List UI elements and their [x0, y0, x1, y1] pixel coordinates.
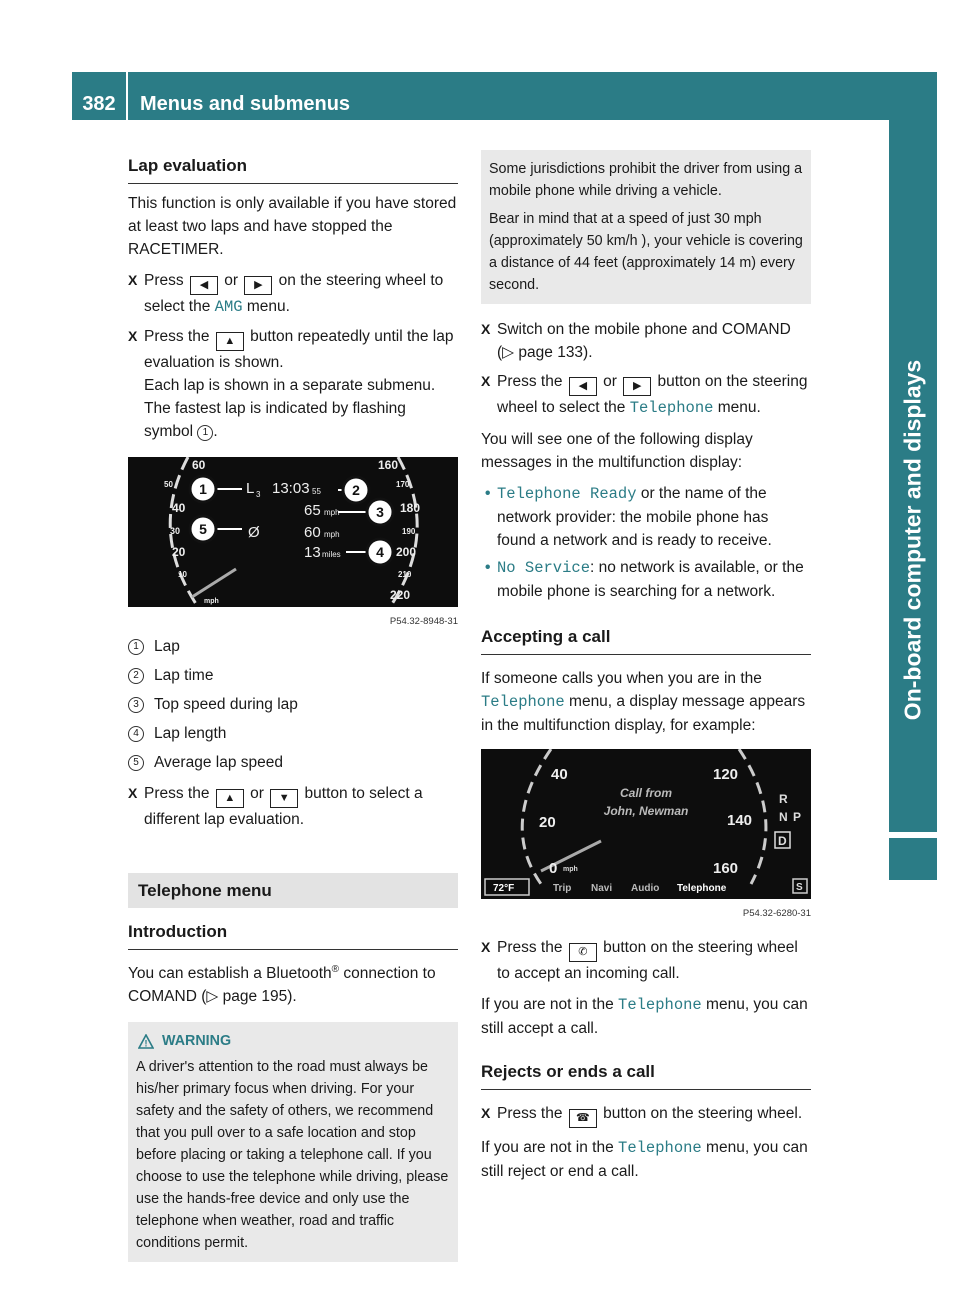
bullet-telephone-ready: • Telephone Ready or the name of the network provider: the mobile phone has found a network and is ready to receive.	[481, 482, 811, 552]
step-reject-call: X Press the ☎ button on the steering wheel.	[481, 1102, 811, 1128]
s-icon: S	[796, 882, 803, 893]
gauge-left-0: 0	[549, 860, 558, 877]
call-display-figure	[481, 749, 811, 920]
gear-d: D	[778, 834, 787, 848]
note-speed: Bear in mind that at a speed of just 30 mph (approximately 50 km/h ), your vehicle is covering a distance of 44 feet (approximately 14 m) every second.	[489, 211, 803, 293]
gauge-left-20: 20	[172, 545, 186, 559]
page-title: Menus and submenus	[140, 93, 351, 115]
accepting-paragraph: If someone calls you when you are in the Telephone menu, a display message appears in the multifunction display, for example:	[481, 670, 806, 734]
gauge-left-40: 40	[551, 766, 568, 783]
call-display-image	[481, 749, 811, 899]
top-speed-unit: mph	[324, 508, 340, 517]
step-select-amg: X Press ◀ or ▶ on the steering wheel to select the AMG menu.	[128, 269, 458, 319]
right-arrow-key-icon: ▶	[623, 377, 651, 396]
legend-item: 3 Top speed during lap	[128, 692, 458, 718]
lap-intro: This function is only available if you have stored at least two laps and have stopped the RACETIMER.	[128, 195, 457, 258]
step-lap-eval: X Press the ▲ button repeatedly until the lap evaluation is shown. Each lap is shown in a separate submenu. The fastest lap is indicated by flashing symbol 1 .	[128, 325, 458, 443]
phone-end-icon: ☎	[569, 1109, 597, 1128]
lap-hundredths: 55	[312, 487, 321, 496]
figure-caption: P54.32-6280-31	[742, 908, 811, 919]
gauge-unit: mph	[563, 866, 578, 873]
telephone-menu-ref: Telephone	[629, 399, 714, 417]
warning-title: WARNING	[162, 1033, 232, 1050]
amg-menu-ref: AMG	[214, 298, 243, 316]
gear-r: R	[779, 792, 788, 806]
up-arrow-key-icon: ▲	[216, 789, 244, 808]
temp-readout: 72°F	[493, 883, 515, 894]
gauge-right-220: 220	[390, 588, 411, 602]
side-tab-marker	[889, 838, 937, 880]
step-select-telephone: X Press the ◀ or ▶ button on the steering wheel to select the Telephone menu.	[481, 370, 811, 420]
call-from-label: Call from	[619, 786, 673, 800]
gauge-right-170: 170	[396, 480, 410, 489]
callout-1: 1	[199, 481, 207, 497]
warning-triangle-icon	[138, 1034, 154, 1049]
gear-n: N	[779, 810, 788, 824]
gauge-left-30: 30	[170, 526, 181, 536]
step-select-lap: X Press the ▲ or ▼ button to select a different lap evaluation.	[128, 782, 458, 831]
gauge-left-50: 50	[164, 480, 173, 489]
lap-time: 13:03	[272, 480, 310, 497]
note-prohibit: Some jurisdictions prohibit the driver from using a mobile phone while driving a vehicle.	[489, 161, 803, 199]
callout-2: 2	[352, 482, 360, 498]
step-accept-call: X Press the ✆ button on the steering wheel to accept an incoming call.	[481, 936, 811, 985]
tab-navi: Navi	[591, 883, 613, 894]
bluetooth-paragraph: You can establish a Bluetooth® connection to COMAND (▷ page 195).	[128, 964, 436, 1006]
step-switch-on: X Switch on the mobile phone and COMAND (▷ page 133).	[481, 318, 811, 364]
gauge-right-200: 200	[396, 545, 417, 559]
gauge-right-160: 160	[378, 458, 399, 472]
right-column	[481, 150, 811, 1191]
gauge-left-40: 40	[172, 501, 186, 515]
warning-text: A driver's attention to the road must always be his/her primary focus when driving. For your safety and the safety of others, we recommend that you pull over to a safe location and stop before placing or taking a telephone call. If you choose to use the telephone while driving, please use the hands-free device and only use the telephone when weather, road and traffic conditions permit.	[136, 1059, 449, 1252]
down-arrow-key-icon: ▼	[270, 789, 298, 808]
lap-length: 13	[304, 544, 321, 561]
lap-label: L	[246, 480, 255, 497]
lap-evaluation-heading: Lap evaluation	[128, 150, 458, 184]
display-messages-intro: You will see one of the following display messages in the multifunction display:	[481, 431, 753, 471]
bullet-no-service: • No Service: no network is available, or the mobile phone is searching for a network.	[481, 556, 811, 603]
left-arrow-key-icon: ◀	[190, 276, 218, 295]
top-speed: 65	[304, 502, 321, 519]
lap-sub: 3	[256, 490, 261, 499]
lap-display-image	[128, 457, 458, 607]
lap-length-unit: miles	[322, 550, 341, 559]
callout-5: 5	[199, 521, 207, 537]
gauge-right-190: 190	[402, 527, 416, 536]
rejects-call-heading: Rejects or ends a call	[481, 1056, 811, 1090]
callout-3: 3	[376, 504, 384, 520]
caller-name: John, Newman	[603, 804, 689, 818]
callout-1-icon: 1	[197, 425, 213, 441]
accepting-call-heading: Accepting a call	[481, 621, 811, 655]
gauge-right-210: 210	[398, 570, 412, 579]
svg-text:!: !	[144, 1038, 148, 1049]
gauge-right-120: 120	[713, 766, 739, 783]
gauge-right-180: 180	[400, 501, 421, 515]
avg-symbol: Ø	[248, 524, 260, 541]
side-tab-label: On-board computer and displays	[899, 359, 926, 721]
legend-item: 1 Lap	[128, 634, 458, 660]
legend-list	[128, 634, 458, 776]
tab-trip: Trip	[553, 883, 572, 894]
right-arrow-key-icon: ▶	[244, 276, 272, 295]
warning-box	[128, 1022, 458, 1262]
tab-audio: Audio	[631, 883, 660, 894]
telephone-menu-heading: Telephone menu	[128, 873, 458, 908]
left-arrow-key-icon: ◀	[569, 377, 597, 396]
still-reject-paragraph: If you are not in the Telephone menu, you can still reject or end a call.	[481, 1139, 808, 1180]
legend-item: 5 Average lap speed	[128, 750, 458, 776]
note-box	[481, 150, 811, 304]
callout-4: 4	[376, 544, 384, 560]
left-column	[128, 150, 458, 1262]
introduction-heading: Introduction	[128, 916, 458, 950]
gear-p: P	[793, 810, 802, 824]
page-number: 382	[82, 93, 116, 115]
lap-display-figure	[128, 457, 458, 628]
legend-item: 4 Lap length	[128, 721, 458, 747]
gauge-left-10: 10	[178, 570, 187, 579]
legend-item: 2 Lap time	[128, 663, 458, 689]
gauge-unit: mph	[204, 598, 219, 605]
phone-accept-icon: ✆	[569, 943, 597, 962]
header-divider	[126, 72, 128, 120]
tab-telephone: Telephone	[677, 883, 727, 894]
gauge-left-20: 20	[539, 814, 556, 831]
still-accept-paragraph: If you are not in the Telephone menu, you can still accept a call.	[481, 996, 808, 1037]
gauge-right-160: 160	[713, 860, 739, 877]
up-arrow-key-icon: ▲	[216, 332, 244, 351]
avg-speed-unit: mph	[324, 530, 340, 539]
gauge-left-60: 60	[192, 458, 206, 472]
avg-speed: 60	[304, 524, 321, 541]
figure-caption: P54.32-8948-31	[389, 616, 458, 627]
gauge-right-140: 140	[727, 812, 753, 829]
